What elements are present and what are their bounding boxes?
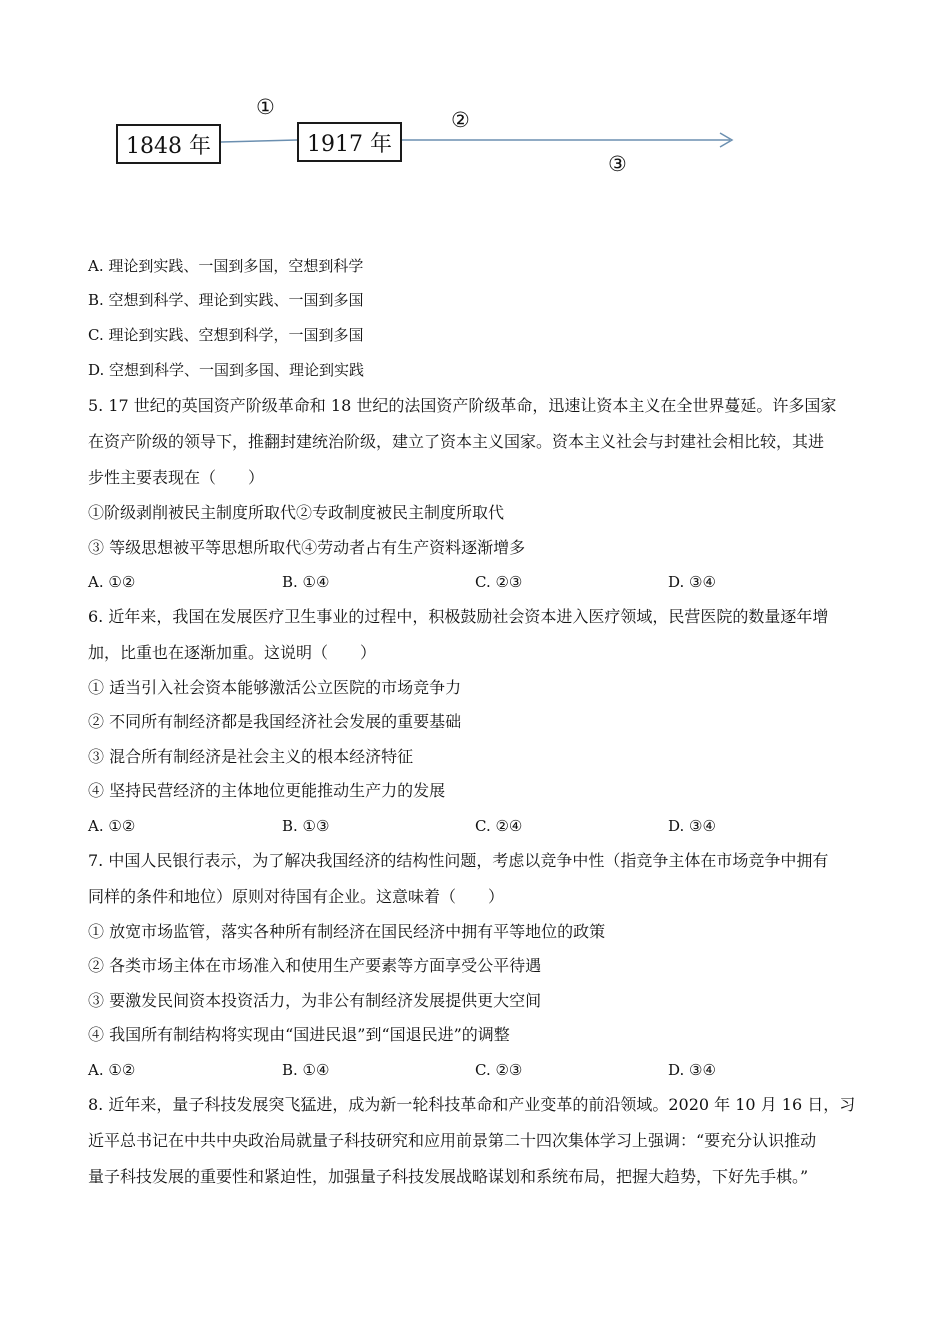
q5-option-a: A. ①② [88,573,136,591]
q5-option-c: C. ②③ [475,573,523,591]
q6-option-b: B. ①③ [282,817,330,835]
marker-2: ② [451,108,470,132]
q5-item-1: ①阶级剥削被民主制度所取代②专政制度被民主制度所取代 [88,503,505,522]
timeline-diagram [100,80,760,200]
q6-option-c: C. ②④ [475,817,523,835]
q7-stem-line-2: 同样的条件和地位）原则对待国有企业。这意味着（ ） [88,887,505,906]
q6-stem-line-1: 6. 近年来，我国在发展医疗卫生事业的过程中，积极鼓励社会资本进入医疗领域，民营医院的数量逐年增 [88,607,829,626]
q4-option-d: D. 空想到科学、一国到多国、理论到实践 [88,361,365,379]
marker-1: ① [256,95,275,119]
q5-item-2: ③ 等级思想被平等思想所取代④劳动者占有生产资料逐渐增多 [88,538,526,557]
q7-option-c: C. ②③ [475,1061,523,1079]
q6-item-2: ② 不同所有制经济都是我国经济社会发展的重要基础 [88,712,462,731]
q6-stem-line-2: 加，比重也在逐渐加重。这说明（ ） [88,643,377,662]
q6-item-1: ① 适当引入社会资本能够激活公立医院的市场竞争力 [88,678,462,697]
q6-option-a: A. ①② [88,817,136,835]
q5-option-d: D. ③④ [668,573,716,591]
q5-option-b: B. ①④ [282,573,330,591]
q6-item-3: ③ 混合所有制经济是社会主义的根本经济特征 [88,747,414,766]
q8-stem-line-2: 近平总书记在中共中央政治局就量子科技研究和应用前景第二十四次集体学习上强调：“要充分认识推动 [88,1131,817,1150]
year-box-1917: 1917 年 [297,122,402,162]
q5-stem-line-3: 步性主要表现在（ ） [88,468,265,487]
q7-item-1: ① 放宽市场监管，落实各种所有制经济在国民经济中拥有平等地位的政策 [88,922,606,941]
q7-option-a: A. ①② [88,1061,136,1079]
q4-option-c: C. 理论到实践、空想到科学，一国到多国 [88,326,364,344]
q4-option-b: B. 空想到科学、理论到实践、一国到多国 [88,291,364,309]
year-box-1848: 1848 年 [116,124,221,164]
q7-item-2: ② 各类市场主体在市场准入和使用生产要素等方面享受公平待遇 [88,956,542,975]
q4-option-a: A. 理论到实践、一国到多国，空想到科学 [88,257,364,275]
q7-option-b: B. ①④ [282,1061,330,1079]
q6-item-4: ④ 坚持民营经济的主体地位更能推动生产力的发展 [88,781,446,800]
marker-3: ③ [608,152,627,176]
q8-stem-line-3: 量子科技发展的重要性和紧迫性，加强量子科技发展战略谋划和系统布局，把握大趋势，下好先手棋。” [88,1167,809,1186]
q5-stem-line-2: 在资产阶级的领导下，推翻封建统治阶级，建立了资本主义国家。资本主义社会与封建社会相比较，其进 [88,432,825,451]
q7-option-d: D. ③④ [668,1061,716,1079]
q7-item-4: ④ 我国所有制结构将实现由“国进民退”到“国退民进”的调整 [88,1025,510,1044]
q5-stem-line-1: 5. 17 世纪的英国资产阶级革命和 18 世纪的法国资产阶级革命，迅速让资本主义在全世界蔓延。许多国家 [88,396,837,415]
q7-stem-line-1: 7. 中国人民银行表示，为了解决我国经济的结构性问题，考虑以竞争中性（指竞争主体在市场竞争中拥有 [88,851,829,870]
q7-item-3: ③ 要激发民间资本投资活力，为非公有制经济发展提供更大空间 [88,991,542,1010]
q6-option-d: D. ③④ [668,817,716,835]
q8-stem-line-1: 8. 近年来，量子科技发展突飞猛进，成为新一轮科技革命和产业变革的前沿领域。2020 年 10 月 16 日，习 [88,1095,856,1114]
